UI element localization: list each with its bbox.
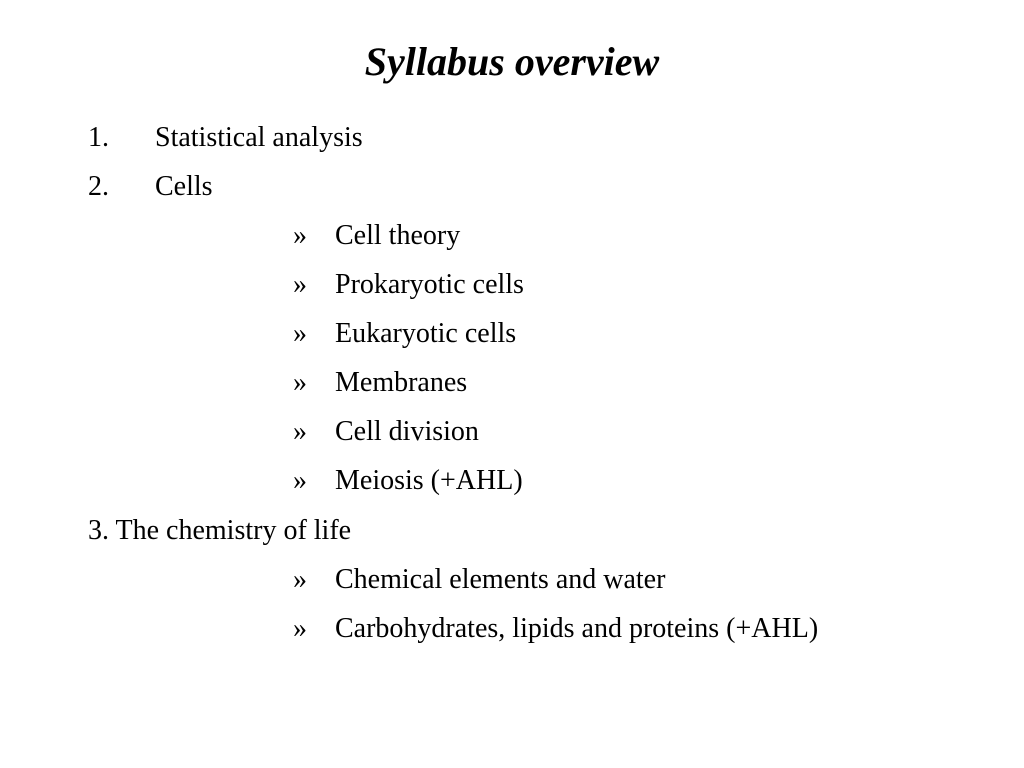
slide-title: Syllabus overview (364, 39, 660, 84)
subtopic-label: Cell theory (335, 220, 461, 251)
bullet-icon: » (293, 564, 307, 595)
item-label: Cells (155, 171, 213, 202)
bullet-icon: » (293, 220, 307, 251)
item-number: 1. (88, 122, 109, 153)
item-number: 2. (88, 171, 109, 202)
item-label: Statistical analysis (155, 122, 363, 153)
subtopic-label: Chemical elements and water (335, 564, 666, 595)
subtopic-label: Eukaryotic cells (335, 318, 517, 349)
bullet-icon: » (293, 465, 307, 496)
bullet-icon: » (293, 416, 307, 447)
subtopic-label: Carbohydrates, lipids and proteins (+AHL) (335, 613, 819, 644)
bullet-icon: » (293, 318, 307, 349)
bullet-icon: » (293, 269, 307, 300)
subtopic-label: Membranes (335, 367, 468, 398)
subtopic-label: Prokaryotic cells (335, 269, 524, 300)
subtopic-label: Cell division (335, 416, 479, 447)
bullet-icon: » (293, 613, 307, 644)
section-label: 3. The chemistry of life (88, 515, 352, 546)
subtopic-label: Meiosis (+AHL) (335, 465, 523, 496)
bullet-icon: » (293, 367, 307, 398)
